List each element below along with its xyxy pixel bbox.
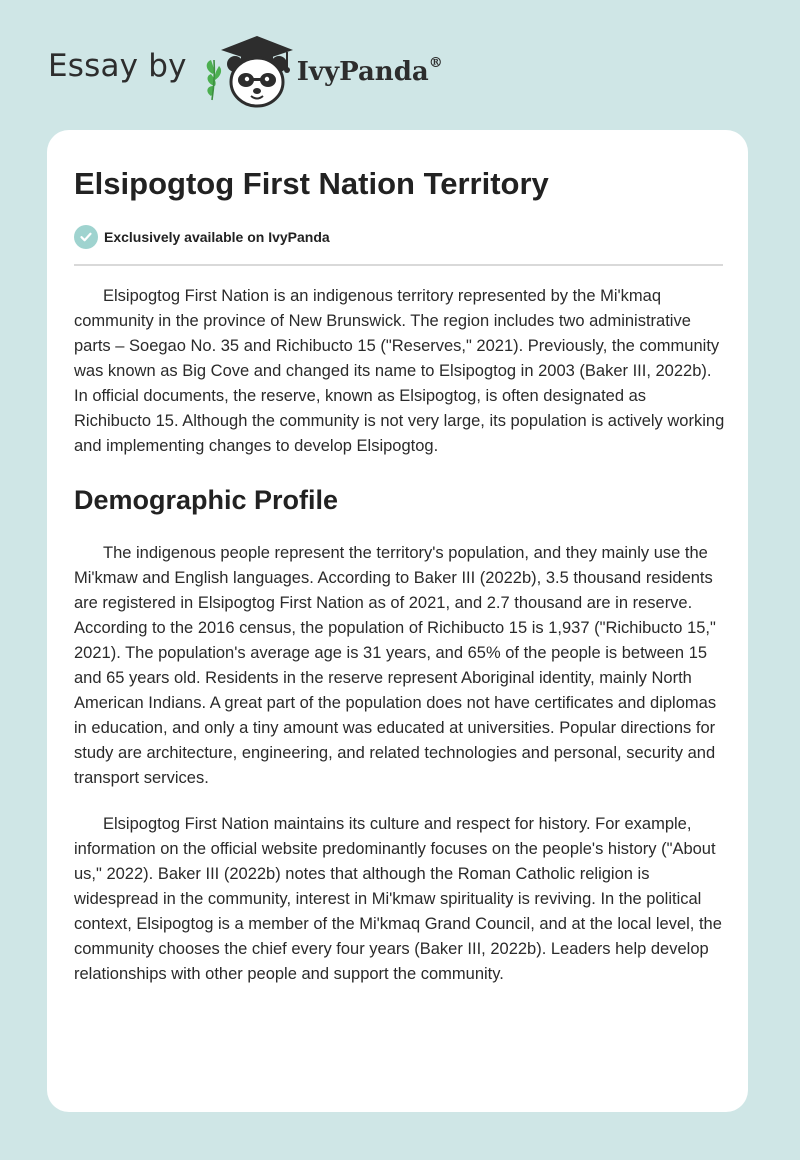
divider [74,264,723,266]
essay-card [47,130,748,1112]
exclusive-badge-label: Exclusively available on IvyPanda [104,229,330,245]
brand-name[interactable] [297,57,443,87]
section-paragraph: Elsipogtog First Nation maintains its culture and respect for history. For example, information on the official website predominantly focuses on the people's history ("About us," 2022). Baker III (2022b) notes that although the Roman Catholic religion is widespread in the community, interest in Mi'kmaw spirituality is reviving. In the political context, Elsipogtog is a member of the Mi'kmaq Grand Council, and at the local level, the community chooses the chief every four years (Baker III, 2022b). Leaders help develop relationships with other people and support the community. [74,815,722,983]
essay-by-label: Essay by [48,48,187,84]
panda-logo-icon[interactable] [201,30,293,110]
panda-logo-graphic [201,30,293,110]
site-header [48,30,748,110]
section-paragraph: The indigenous people represent the territory's population, and they mainly use the Mi'kmaw and English languages. According to Baker III (2022b), 3.5 thousand residents are registered in Elsipogtog First Nation as of 2021, and 2.7 thousand are in reserve. According to the 2016 census, the population of Richibucto 15 is 1,937 ("Richibucto 15," 2021). The population's average age is 31 years, and 65% of the people is between 15 and 65 years old. Residents in the reserve represent Aboriginal identity, mainly North American Indians. A great part of the population does not have certificates and diplomas in education, and only a tiny amount was educated at universities. Popular directions for study are architecture, engineering, and related technologies and personal, security and transport services. [74,544,717,787]
page-title: Elsipogtog First Nation Territory [74,166,549,201]
check-icon [74,225,98,249]
intro-paragraph: Elsipogtog First Nation is an indigenous territory represented by the Mi'kmaq community in the province of New Brunswick. The region includes two administrative parts – Soegao No. 35 and Richibucto 15 ("Reserves," 2021). Previously, the community was known as Big Cove and changed its name to Elsipogtog in 2003 (Baker III, 2022b). In official documents, the reserve, known as Elsipogtog, is often designated as Richibucto 15. Although the community is not very large, its population is actively working and implementing changes to develop Elsipogtog. [74,287,725,455]
brand-name-text: IvyPanda [296,57,429,87]
section-heading: Demographic Profile [74,485,339,515]
registered-mark: ® [428,55,443,71]
exclusive-badge [74,224,722,250]
